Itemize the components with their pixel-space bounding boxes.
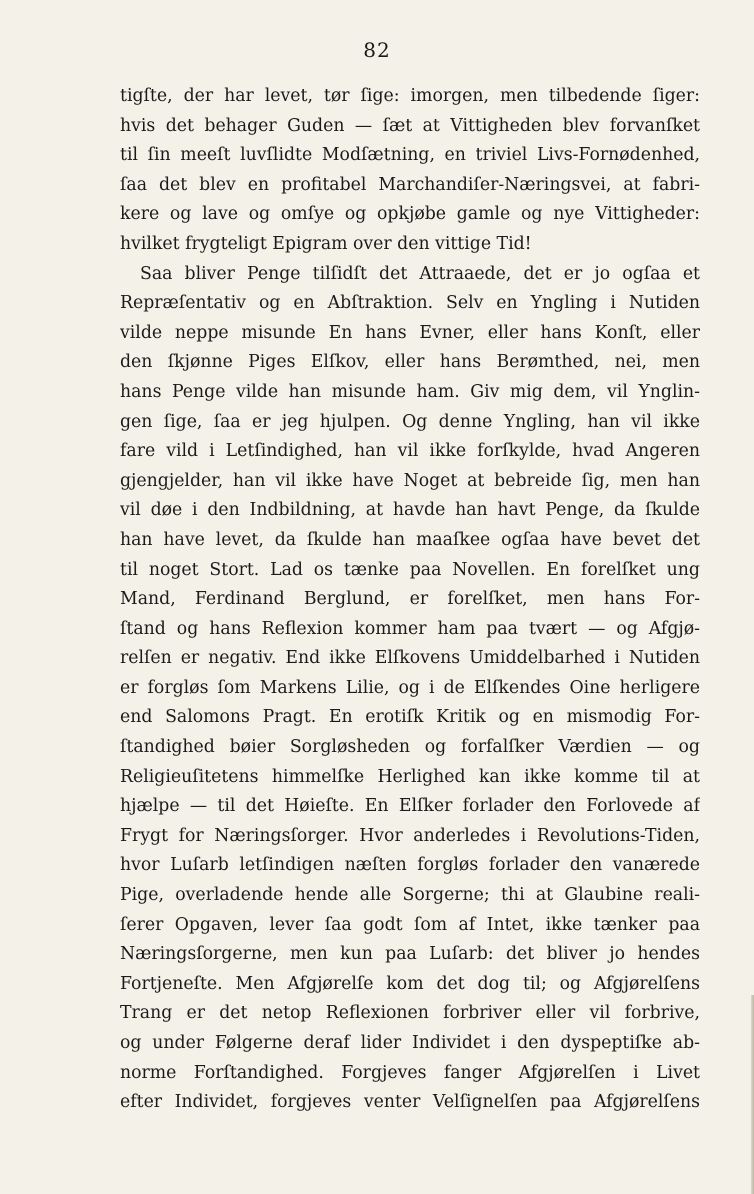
text-line: vil døe i den Indbildning, at havde han havt Penge, da ſkulde (120, 500, 700, 521)
text-line: Pige, overladende hende alle Sorgerne; thi at Glaubine reali- (120, 885, 700, 906)
text-line: kere og lave og omſye og opkjøbe gamle og nye Vittigheder: (120, 204, 700, 225)
text-line: relſen er negativ. End ikke Elſkovens Umiddelbarhed i Nutiden (120, 648, 700, 669)
text-line: Saa bliver Penge tilſidſt det Attraaede, det er jo ogſaa et (140, 263, 700, 284)
text-line: end Salomons Pragt. En erotiſk Kritik og en mismodig For- (120, 707, 700, 728)
text-line: er forgløs ſom Markens Lilie, og i de Elſkendes Oine herligere (120, 677, 700, 698)
text-line: norme Forſtandighed. Forgjeves fanger Afgjørelſen i Livet (120, 1062, 700, 1083)
text-line: gen ſige, ſaa er jeg hjulpen. Og denne Yngling, han vil ikke (120, 411, 700, 432)
text-line: Religieuſitetens himmelſke Herlighed kan ikke komme til at (120, 766, 700, 787)
text-line: hvilket frygteligt Epigram over den vittige Tid! (120, 233, 532, 254)
text-line: hjælpe — til det Høieſte. En Elſker forlader den Forlovede af (120, 796, 700, 817)
text-line: efter Individet, forgjeves venter Velſignelſen paa Afgjørelſens (120, 1092, 700, 1113)
text-line: den ſkjønne Piges Elſkov, eller hans Berømthed, nei, men (120, 352, 700, 373)
text-line: fare vild i Letſindighed, han vil ikke forſkylde, hvad Angeren (120, 441, 700, 462)
text-line: hvor Luſarb letſindigen næſten forgløs forlader den vanærede (120, 855, 700, 876)
text-line: ſtand og hans Reflexion kommer ham paa tvært — og Afgjø- (120, 618, 700, 639)
text-line: Repræſentativ og en Abſtraktion. Selv en Yngling i Nutiden (120, 293, 700, 314)
text-line: Fortjeneſte. Men Afgjørelſe kom det dog til; og Afgjørelſens (120, 973, 700, 994)
text-line: ſtandighed bøier Sorgløsheden og forfalſker Værdien — og (120, 737, 700, 758)
text-line: ſaa det blev en profitabel Marchandiſer-Næringsvei, at fabri- (120, 174, 700, 195)
text-line: Mand, Ferdinand Berglund, er forelſket, men hans For- (120, 589, 700, 610)
text-line: til noget Stort. Lad os tænke paa Novellen. En forelſket ung (120, 559, 700, 580)
text-line: hans Penge vilde han misunde ham. Giv mig dem, vil Ynglin- (120, 381, 700, 402)
text-line: hvis det behager Guden — ſæt at Vittigheden blev forvanſket (120, 115, 700, 136)
text-line: og under Følgerne deraf lider Individet i den dyspeptiſke ab- (120, 1033, 700, 1053)
text-line: vilde neppe misunde En hans Evner, eller hans Konſt, eller (120, 322, 700, 343)
text-line: Trang er det netop Reflexionen forbriver eller vil forbrive, (120, 1003, 700, 1024)
text-line: Næringsſorgerne, men kun paa Luſarb: det bliver jo hendes (120, 944, 700, 965)
page-number: 82 (363, 38, 391, 62)
text-line: tigſte, der har levet, tør ſige: imorgen, men tilbedende ſiger: (120, 86, 700, 106)
text-line: til ſin meeſt luvſlidte Modſætning, en triviel Livs-Fornødenhed, (120, 145, 700, 166)
text-line: Frygt for Næringsſorger. Hvor anderledes i Revolutions-Tiden, (120, 825, 700, 846)
text-line: han have levet, da ſkulde han maaſkee ogſaa have bevet det (120, 529, 700, 550)
text-line: gjengjelder, han vil ikke have Noget at bebreide ſig, men han (120, 470, 700, 491)
body-text (120, 82, 700, 1118)
text-line: ſerer Opgaven, lever ſaa godt ſom af Intet, ikke tænker paa (120, 914, 700, 935)
